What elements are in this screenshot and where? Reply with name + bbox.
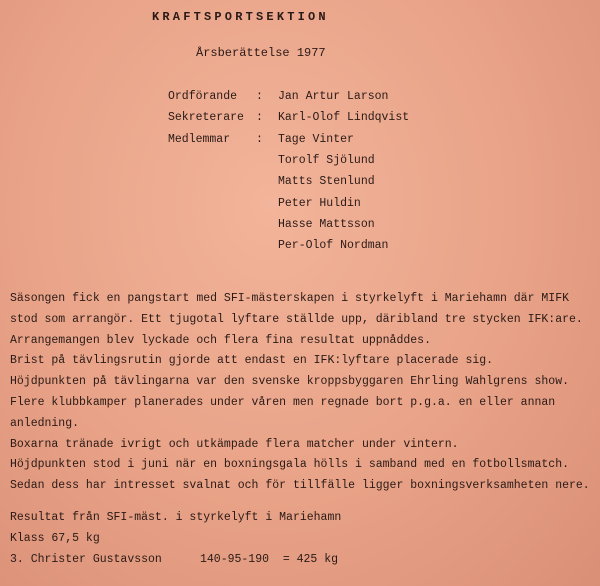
- body-line: Arrangemangen blev lyckade och flera fina resultat uppnåddes.: [10, 333, 431, 347]
- officer-colon: :: [256, 132, 263, 146]
- officer-colon: :: [256, 90, 263, 103]
- officer-role: Ordförande: [168, 90, 238, 103]
- result-total: 140-95-190 = 425 kg: [200, 553, 339, 566]
- member-name: Per-Olof Nordman: [278, 239, 389, 253]
- officers-list: [168, 90, 409, 154]
- body-line: stod som arrangör. Ett tjugotal lyftare ställde upp, däribland tre stycken IFK:are.: [10, 312, 583, 326]
- member-name: Torolf Sjölund: [278, 154, 375, 167]
- members-list: [278, 154, 388, 260]
- officer-role: Sekreterare: [168, 111, 244, 125]
- body-line: Flere klubbkamper planerades under våren men regnade bort p.g.a. en eller annan: [10, 395, 556, 409]
- body-line: Höjdpunkten på tävlingarna var den svenske kroppsbyggaren Ehrling Wahlgrens show.: [10, 375, 569, 389]
- report-body: [10, 292, 600, 500]
- body-line: Höjdpunkten stod i juni när en boxningsgala hölls i samband med en fotbollsmatch.: [10, 458, 569, 472]
- officer-name: Tage Vinter: [278, 132, 354, 146]
- officer-role: Medlemmar: [168, 132, 231, 146]
- result-entry: [10, 553, 341, 574]
- officer-name: Jan Artur Larson: [278, 90, 389, 103]
- officer-row: [168, 133, 409, 154]
- body-line: anledning.: [10, 416, 80, 430]
- results-section: [10, 511, 341, 574]
- body-line: Boxarna tränade ivrigt och utkämpade flera matcher under vintern.: [10, 437, 459, 451]
- body-line: Säsongen fick en pangstart med SFI-mästerskapen i styrkelyft i Mariehamn där MIFK: [10, 292, 569, 305]
- document-subtitle: Årsberättelse 1977: [196, 46, 326, 60]
- results-class: Klass 67,5 kg: [10, 532, 100, 545]
- document-title: KRAFTSPORTSEKTION: [152, 10, 329, 24]
- officer-colon: :: [256, 111, 263, 125]
- officer-name: Karl-Olof Lindqvist: [278, 111, 410, 125]
- member-name: Hasse Mattsson: [278, 217, 375, 231]
- body-line: Brist på tävlingsrutin gjorde att endast en IFK:lyftare placerade sig.: [10, 354, 494, 368]
- result-athlete: 3. Christer Gustavsson: [10, 553, 162, 566]
- officer-row: [168, 111, 409, 132]
- results-heading: Resultat från SFI-mäst. i styrkelyft i Mariehamn: [10, 511, 342, 524]
- member-name: Peter Huldin: [278, 196, 361, 210]
- officer-row: [168, 90, 409, 111]
- member-name: Matts Stenlund: [278, 175, 375, 189]
- body-line: Sedan dess har intresset svalnat och för tillfälle ligger boxningsverksamheten nere.: [10, 479, 590, 493]
